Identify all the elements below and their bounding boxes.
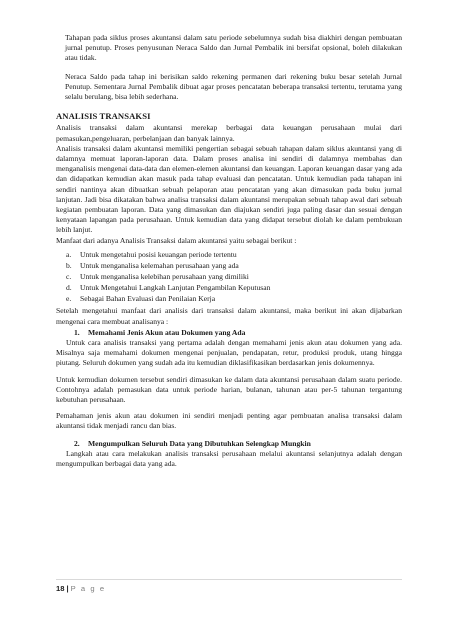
list-item: d. Untuk Mengetahui Langkah Lanjutan Pengambilan Keputusan — [66, 283, 271, 293]
section-paragraph-3: Manfaat dari adanya Analisis Transaksi dalam akuntansi yaitu sebagai berikut : — [56, 235, 297, 245]
after-list-paragraph: Setelah mengetahui manfaat dari analisis dari transaksi dalam akuntansi, maka berikut ini akan dijabarkan mengenai cara membuat analisanya : — [56, 306, 402, 326]
benefits-list — [56, 249, 402, 304]
intro-paragraph-1: Tahapan pada siklus proses akuntansi dalam satu periode sebelumnya sudah bisa diakhiri dengan pembuatan jurnal penutup. Proses penyusunan Neraca Saldo dan Jurnal Pembalik ini bersifat opsional, boleh dilakukan atau tidak. — [65, 33, 402, 63]
section-paragraph-2: Analisis transaksi dalam akuntansi memiliki pengertian sebagai sebuah tahapan dalam siklus akuntansi yang di dalamnya memuat laporan-laporan data. Dalam proses analisa ini sendiri di dalamnya membahas dan menganalisis mengenai data-data dan elemen-elemen akuntansi dan keuangan. Laporan keuangan dasar yang ada dan didapatkan kemudian akan masuk pada tahap evaluasi dan pencatatan. Untuk kemudian pada tahapan ini sendiri nantinya akan dibuatkan sebuah pelaporan atau pencatatan yang akan dimasukan pada buku jurnal lanjutan. Jadi bisa dikatakan bahwa analisa transaksi dalam akuntansi merupakan sebuah tahap awal dari sebuah kegiatan pembuatan laporan. Data yang dimasukan dan diajukan sendiri juga paling dasar dan sesuai dengan kenyataan lapangan pada perusahaan. Untuk kemudian data yang didapat tersebut diolah ke dalam pembukuan lebih lanjut. — [56, 143, 402, 235]
list-item: e. Sebagai Bahan Evaluasi dan Penilaian Kerja — [66, 294, 216, 304]
section-heading: ANALISIS TRANSAKSI — [56, 111, 151, 122]
page-number: 18 — [56, 584, 65, 593]
page-footer — [56, 579, 402, 593]
list-item: a. Untuk mengetahui posisi keuangan periode tertentu — [66, 249, 237, 259]
step-2-paragraph-1: Langkah atau cara melakukan analisis transaksi perusahaan melalui akuntansi selanjutnya adalah dengan mengumpulkan berbagai data yang ada. — [56, 448, 402, 468]
step-2-heading: 2. Mengumpulkan Seluruh Data yang Dibutuhkan Selengkap Mungkin — [74, 438, 311, 448]
page-word: P a g e — [70, 584, 106, 593]
page-content — [56, 33, 402, 469]
section-paragraph-1: Analisis transaksi dalam akuntansi merekap berbagai data keuangan perusahaan mulai dari pemasukan,pengeluaran, perbelanjaan dan banyak lainnya. — [56, 123, 402, 143]
intro-paragraph-2: Neraca Saldo pada tahap ini berisikan saldo rekening permanen dari rekening buku besar setelah Jurnal Penutup. Sementara Jurnal Pembalik dibuat agar proses pencatatan beberapa transaksi tertentu, terutama yang selalu berulang, bisa lebih sederhana. — [65, 71, 402, 102]
list-item: b. Untuk menganalisa kelemahan perusahaan yang ada — [66, 260, 239, 270]
step-1-paragraph-3: Pemahaman jenis akun atau dokumen ini sendiri menjadi penting agar pembuatan analisa transaksi dalam akuntansi tidak menjadi rancu dan bias. — [56, 411, 402, 431]
list-item: c. Untuk menganalisa kelebihan perusahaan yang dimiliki — [66, 272, 249, 282]
step-1-heading: 1. Memahami Jenis Akun atau Dokumen yang Ada — [74, 327, 246, 337]
footer-separator: | — [66, 584, 69, 593]
step-1-paragraph-1: Untuk cara analisis transaksi yang pertama adalah dengan memahami jenis akun atau dokumen yang ada. Misalnya saja memahami dokumen mengenai penjualan, pendapatan, retur, produksi produk, utang hingga piutang. Seluruh dokumen yang sudah ada itu kemudian diklasifikasikan berdasarkan jenis dokumennya. — [56, 337, 402, 368]
step-1-paragraph-2: Untuk kemudian dokumen tersebut sendiri dimasukan ke dalam data akuntansi perusahaan dalam suatu periode. Contohnya adalah pemasukan data untuk periode harian, bulanan, tahunan atau per-5 tahunan tergantung kebutuhan perusahaan. — [56, 374, 402, 404]
